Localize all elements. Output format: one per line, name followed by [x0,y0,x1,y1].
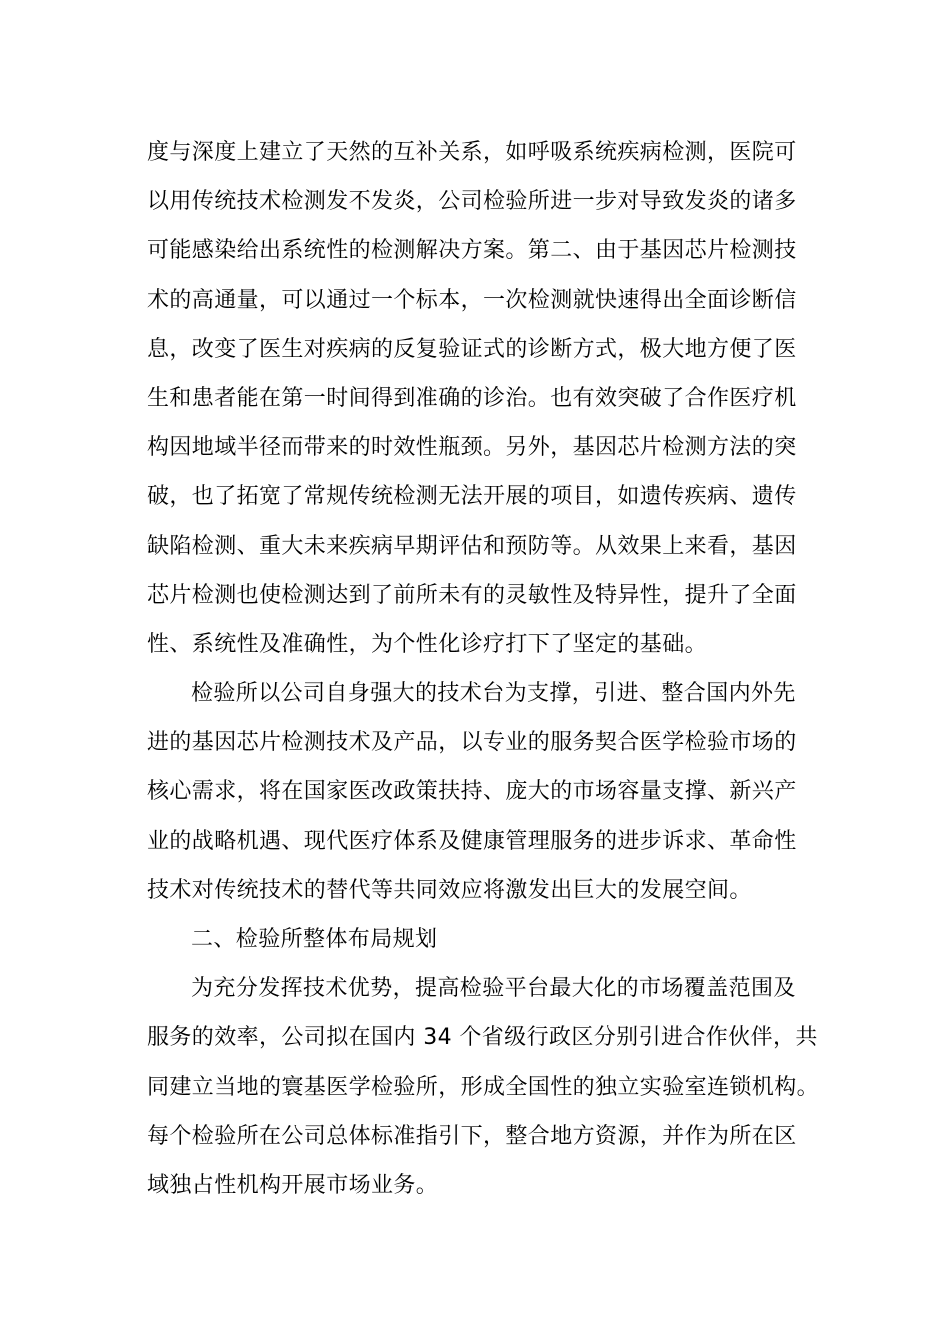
paragraph-1 [147,128,847,669]
text-line: 度与深度上建立了天然的互补关系，如呼吸系统疾病检测，医院可 [147,140,797,165]
text-line: 进的基因芯片检测技术及产品，以专业的服务契合医学检验市场的 [147,730,797,756]
text-line: 可能感染给出系统性的检测解决方案。第二、由于基因芯片检测技 [147,238,797,264]
text-line: 技术对传统技术的替代等共同效应将激发出巨大的发展空间。 [147,877,752,903]
text-line: 构因地域半径而带来的时效性瓶颈。另外，基因芯片检测方法的突 [147,435,797,461]
paragraph-2 [147,669,847,915]
text-line: 检验所以公司自身强大的技术台为支撑，引进、整合国内外先 [191,681,796,707]
text-line: 生和患者能在第一时间得到准确的诊治。也有效突破了合作医疗机 [147,385,797,411]
text-line: 同建立当地的寰基医学检验所，形成全国性的独立实验室连锁机构。 [147,1074,820,1100]
text-line: 服务的效率，公司拟在国内 34 个省级行政区分别引进合作伙伴，共 [147,1025,818,1051]
text-line: 以用传统技术检测发不发炎，公司检验所进一步对导致发炎的诸多 [147,189,797,215]
text-line: 业的战略机遇、现代医疗体系及健康管理服务的进步诉求、革命性 [147,828,797,854]
document-body [147,128,847,1210]
text-line: 息，改变了医生对疾病的反复验证式的诊断方式，极大地方便了医 [147,336,797,362]
text-line: 缺陷检测、重大未来疾病早期评估和预防等。从效果上来看，基因 [147,533,797,559]
text-line: 每个检验所在公司总体标准指引下，整合地方资源，并作为所在区 [147,1123,797,1149]
text-line: 性、系统性及准确性，为个性化诊疗打下了坚定的基础。 [147,631,708,657]
heading-text: 二、检验所整体布局规划 [191,927,438,952]
text-line: 核心需求，将在国家医改政策扶持、庞大的市场容量支撑、新兴产 [147,779,797,805]
text-line: 术的高通量，可以通过一个标本，一次检测就快速得出全面诊断信 [147,287,797,313]
text-line: 破，也了拓宽了常规传统检测无法开展的项目，如遗传疾病、遗传 [147,484,797,510]
text-line: 域独占性机构开展市场业务。 [147,1172,439,1198]
text-line: 芯片检测也使检测达到了前所未有的灵敏性及特异性，提升了全面 [147,582,797,608]
paragraph-3 [147,964,847,1210]
text-line: 为充分发挥技术优势，提高检验平台最大化的市场覆盖范围及 [191,976,796,1002]
section-heading [147,915,847,964]
